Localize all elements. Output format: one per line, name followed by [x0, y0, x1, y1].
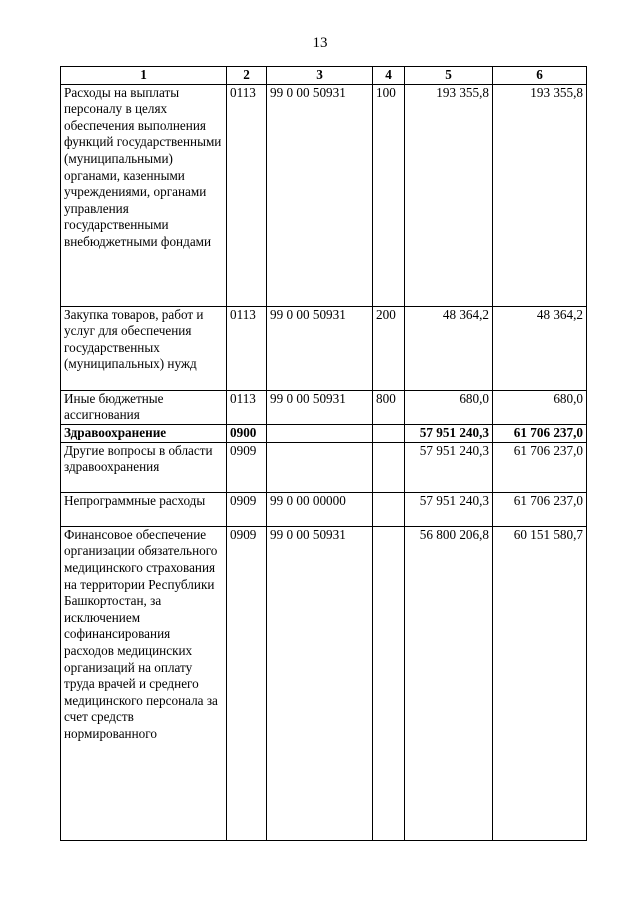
amount-year-2: 61 706 237,0: [493, 492, 587, 526]
expense-name: Финансовое обеспечение организации обязательного медицинского страхования на территории Республики Башкортостан, за исключением софинансирования расходов медицинских организаций на оплату труда врачей и среднего медицинского персонала за счет средств нормированного: [61, 526, 227, 840]
page-number: 13: [312, 35, 328, 51]
amount-year-2: 48 364,2: [493, 306, 587, 390]
section-code: 0909: [227, 442, 267, 492]
amount-year-2: 61 706 237,0: [493, 442, 587, 492]
target-code: 99 0 00 50931: [267, 306, 373, 390]
amount-year-1: 193 355,8: [405, 84, 493, 306]
table-header-row: [61, 67, 587, 85]
column-header: 6: [493, 67, 587, 85]
column-header: 4: [373, 67, 405, 85]
section-code: 0113: [227, 84, 267, 306]
amount-year-1: 680,0: [405, 390, 493, 424]
column-header: 5: [405, 67, 493, 85]
amount-year-1: 56 800 206,8: [405, 526, 493, 840]
amount-year-1: 57 951 240,3: [405, 492, 493, 526]
table-row: [61, 492, 587, 526]
expense-name: Иные бюджетные ассигнования: [61, 390, 227, 424]
target-code: 99 0 00 50931: [267, 526, 373, 840]
budget-table: [60, 66, 587, 841]
table-row: [61, 390, 587, 424]
table-row: [61, 442, 587, 492]
expense-name: Расходы на выплаты персоналу в целях обеспечения выполнения функций государственными (муниципальными) органами, казенными учреждениями, органами управления государственными внебюджетными фондами: [61, 84, 227, 306]
expense-type-code: 200: [373, 306, 405, 390]
section-code: 0909: [227, 492, 267, 526]
section-code: 0900: [227, 424, 267, 442]
table-row: [61, 424, 587, 442]
target-code: 99 0 00 50931: [267, 84, 373, 306]
expense-type-code: [373, 424, 405, 442]
section-code: 0113: [227, 306, 267, 390]
expense-name: Закупка товаров, работ и услуг для обеспечения государственных (муниципальных) нужд: [61, 306, 227, 390]
target-code: 99 0 00 50931: [267, 390, 373, 424]
amount-year-2: 680,0: [493, 390, 587, 424]
expense-name: Непрограммные расходы: [61, 492, 227, 526]
column-header: 1: [61, 67, 227, 85]
table-row: [61, 84, 587, 306]
table-row: [61, 306, 587, 390]
target-code: 99 0 00 00000: [267, 492, 373, 526]
amount-year-2: 193 355,8: [493, 84, 587, 306]
expense-type-code: [373, 442, 405, 492]
amount-year-1: 57 951 240,3: [405, 442, 493, 492]
section-code: 0113: [227, 390, 267, 424]
expense-type-code: 100: [373, 84, 405, 306]
amount-year-2: 61 706 237,0: [493, 424, 587, 442]
target-code: [267, 442, 373, 492]
column-header: 3: [267, 67, 373, 85]
table-row: [61, 526, 587, 840]
amount-year-2: 60 151 580,7: [493, 526, 587, 840]
target-code: [267, 424, 373, 442]
amount-year-1: 48 364,2: [405, 306, 493, 390]
column-header: 2: [227, 67, 267, 85]
section-code: 0909: [227, 526, 267, 840]
expense-type-code: [373, 492, 405, 526]
expense-name: Другие вопросы в области здравоохранения: [61, 442, 227, 492]
amount-year-1: 57 951 240,3: [405, 424, 493, 442]
expense-name: Здравоохранение: [61, 424, 227, 442]
expense-type-code: 800: [373, 390, 405, 424]
expense-type-code: [373, 526, 405, 840]
